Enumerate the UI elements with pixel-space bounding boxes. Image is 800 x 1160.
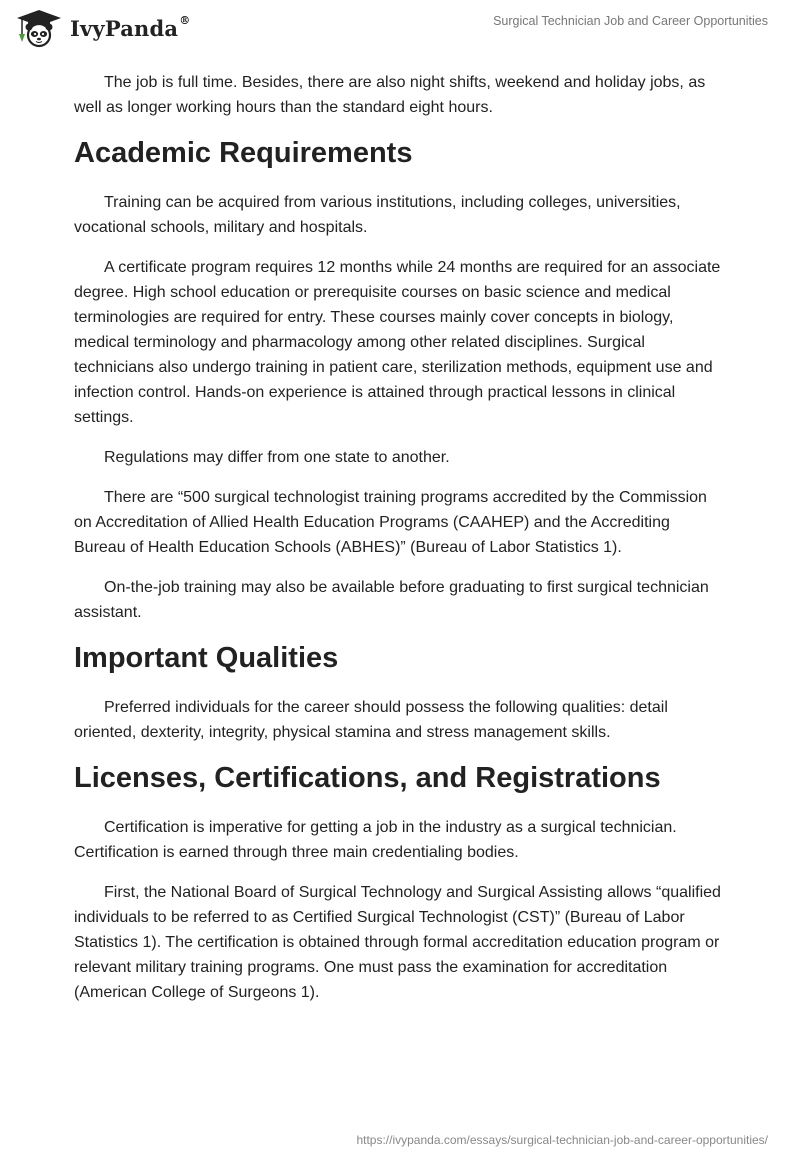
paragraph-academic-4: There are “500 surgical technologist training programs accredited by the Commission on Accreditation of Allied Health Education Programs (CAAHEP) and the Accrediting Bureau of Health Education Schools (ABHES)” (Bureau of Labor Statistics 1). [74, 489, 707, 556]
paragraph-intro: The job is full time. Besides, there are also night shifts, weekend and holiday jobs, as well as longer working hours than the standard eight hours. [74, 74, 706, 116]
document-title: Surgical Technician Job and Career Opportunities [493, 14, 768, 28]
panda-graduate-icon [14, 8, 64, 48]
paragraph-academic-2: A certificate program requires 12 months while 24 months are required for an associate degree. High school education or prerequisite courses on basic science and medical terminologies are required for entry. These courses mainly cover concepts in biology, medical terminology and pharmacology among other related disciplines. Surgical technicians also undergo training in patient care, sterilization methods, equipment use and infection control. Hands-on experience is attained through practical lessons in clinical settings. [74, 259, 721, 426]
paragraph-licenses-1: Certification is imperative for getting a job in the industry as a surgical technician. Certification is earned through three main credentialing bodies. [74, 819, 677, 861]
paragraph-academic-3: Regulations may differ from one state to another. [104, 449, 450, 466]
paragraph-academic-5: On-the-job training may also be available before graduating to first surgical technician assistant. [74, 579, 709, 621]
paragraph-academic-1: Training can be acquired from various institutions, including colleges, universities, vocational schools, military and hospitals. [74, 194, 681, 236]
paragraph-licenses-2: First, the National Board of Surgical Technology and Surgical Assisting allows “qualified individuals to be referred to as Certified Surgical Technologist (CST)” (Bureau of Labor Statistics 1). The certification is obtained through formal accreditation education program or relevant military training programs. One must pass the examination for accreditation (American College of Surgeons 1). [74, 884, 721, 1001]
brand-name: IvyPanda® [70, 13, 191, 41]
paragraph-qualities-1: Preferred individuals for the career should possess the following qualities: detail oriented, dexterity, integrity, physical stamina and stress management skills. [74, 699, 668, 741]
heading-academic-requirements: Academic Requirements [74, 137, 413, 169]
registered-mark: ® [179, 13, 191, 27]
heading-important-qualities: Important Qualities [74, 642, 339, 674]
source-url-link[interactable]: https://ivypanda.com/essays/surgical-technician-job-and-career-opportunities/ [356, 1133, 768, 1147]
brand-logo[interactable] [14, 8, 190, 48]
heading-licenses-certifications: Licenses, Certifications, and Registrations [74, 762, 661, 794]
essay-body [74, 70, 724, 1020]
page-header [0, 0, 800, 60]
